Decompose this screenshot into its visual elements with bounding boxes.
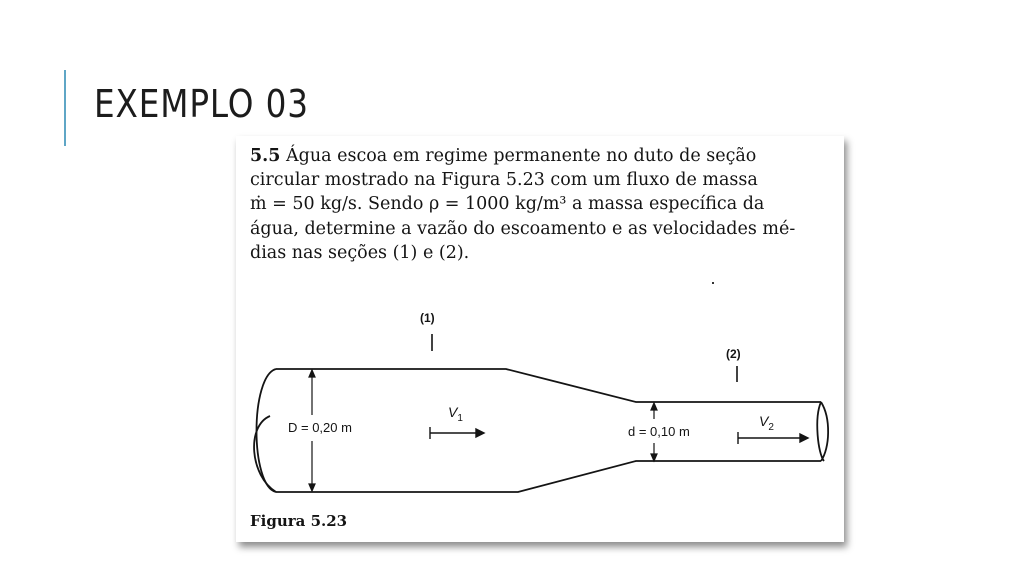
title-accent-line	[64, 70, 66, 146]
slide-title: EXEMPLO 03	[94, 82, 309, 126]
velocity1-label	[448, 404, 463, 424]
problem-number: 5.5	[250, 146, 281, 166]
velocity2-symbol: V	[759, 413, 769, 429]
velocity1-subscript: 1	[457, 413, 463, 424]
pipe-right-end-outer	[821, 402, 828, 461]
velocity2-arrow	[738, 432, 808, 444]
pipe-bottom-wall	[276, 461, 821, 492]
velocity2-subscript: 2	[768, 422, 774, 433]
diameter2-label: d = 0,10 m	[628, 424, 690, 439]
pipe-figure	[236, 136, 844, 542]
section2-label: (2)	[726, 347, 741, 361]
velocity1-symbol: V	[448, 404, 458, 420]
pipe-top-wall	[276, 369, 821, 402]
problem-line-1-text: Água escoa em regime permanente no duto de seção	[280, 146, 757, 166]
problem-line-4: água, determine a vazão do escoamento e as velocidades mé-	[250, 218, 796, 239]
velocity2-label	[759, 413, 774, 433]
diameter1-label: D = 0,20 m	[288, 420, 352, 435]
figure-caption: Figura 5.23	[250, 512, 348, 530]
problem-line-2: circular mostrado na Figura 5.23 com um fluxo de massa	[250, 170, 758, 191]
pipe-right-end-inner	[817, 402, 824, 461]
problem-image-card	[236, 136, 844, 542]
problem-line-3: ṁ = 50 kg/s. Sendo ρ = 1000 kg/m³ a massa específica da	[250, 194, 765, 215]
problem-line-5: dias nas seções (1) e (2).	[250, 242, 470, 263]
section1-label: (1)	[420, 311, 435, 325]
velocity1-arrow	[430, 427, 484, 439]
